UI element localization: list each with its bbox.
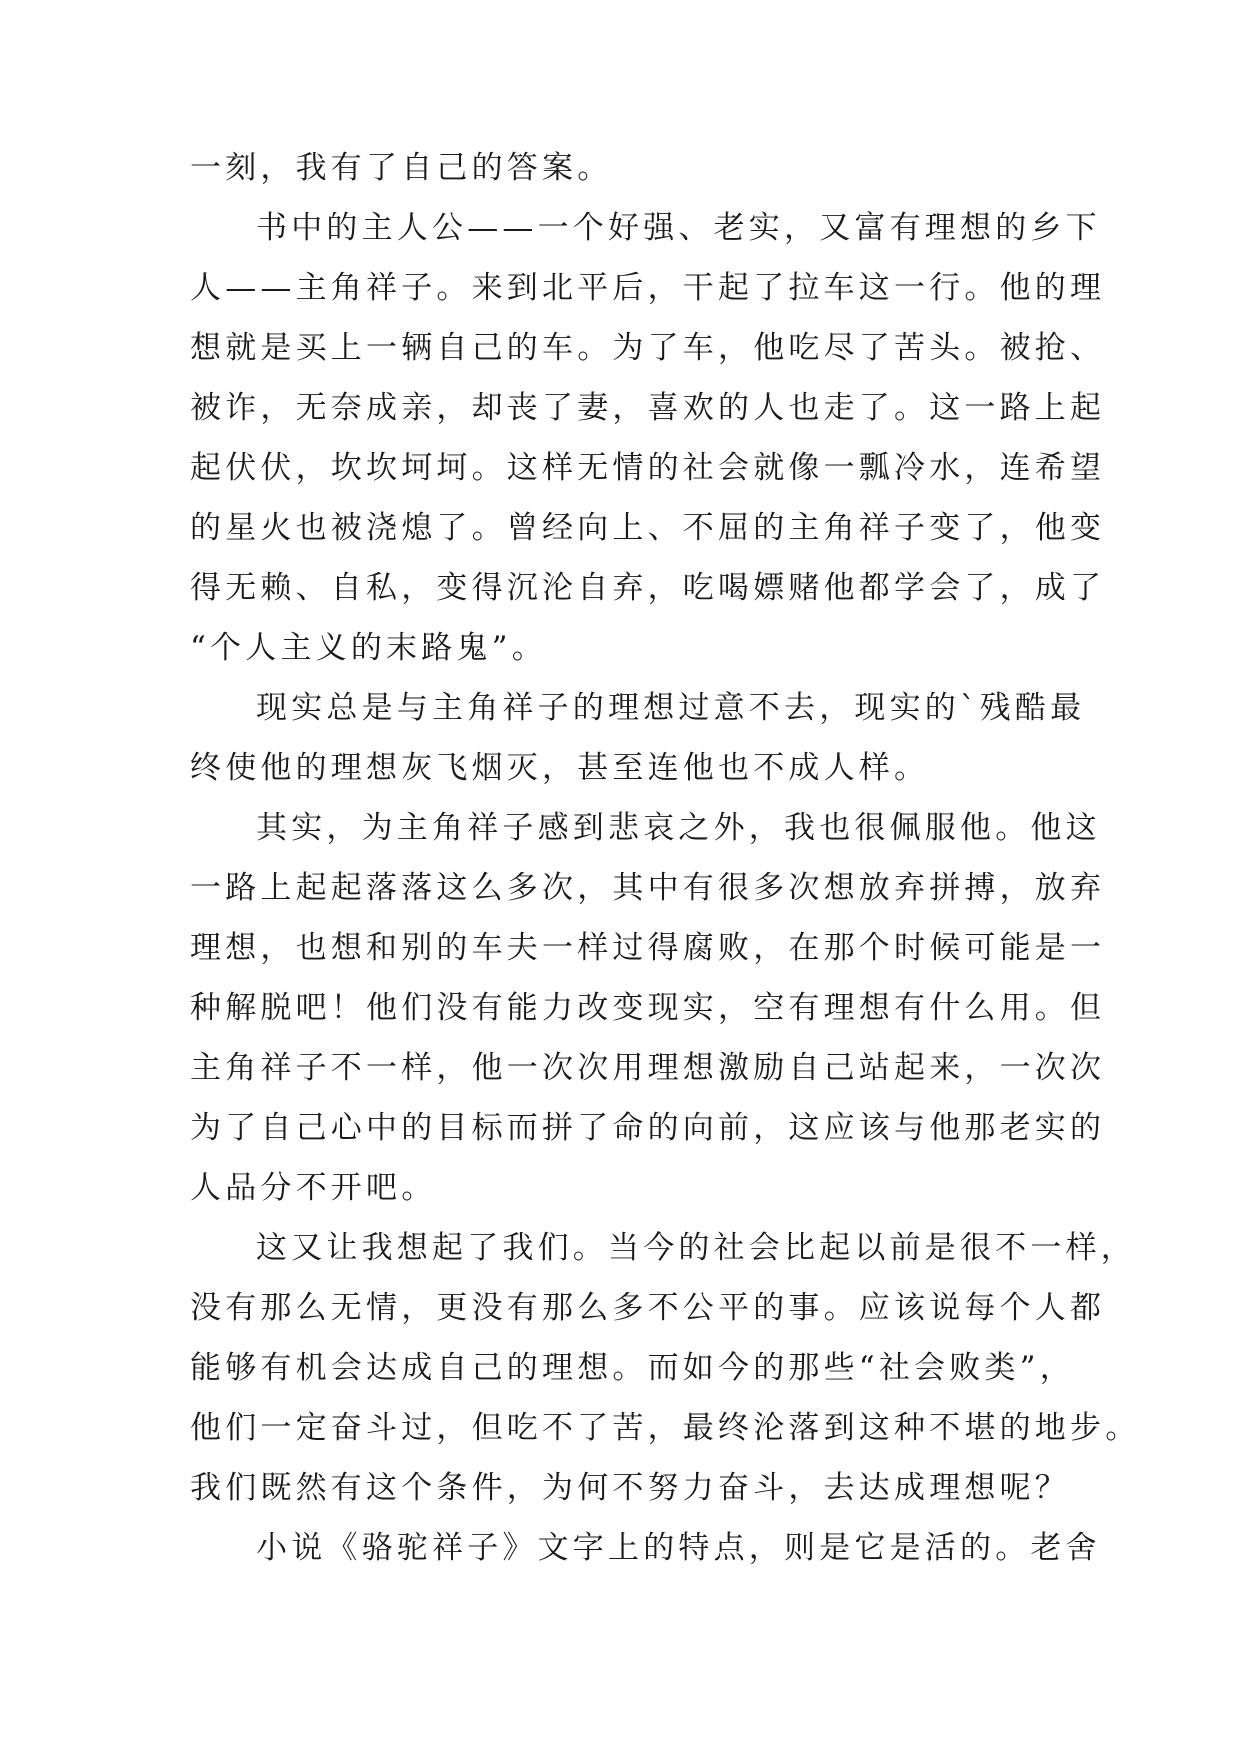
paragraph-first-line: 书中的主人公——一个好强、老实，又富有理想的乡下 bbox=[256, 210, 1101, 246]
text-line: 起伏伏，坎坎坷坷。这样无情的社会就像一瓢冷水，连希望 bbox=[190, 450, 1106, 486]
text-line: 他们一定奋斗过，但吃不了苦，最终沦落到这种不堪的地步。 bbox=[190, 1410, 1141, 1446]
paragraph-first-line: 这又让我想起了我们。当今的社会比起以前是很不一样， bbox=[256, 1230, 1136, 1266]
text-line: 为了自己心中的目标而拼了命的向前，这应该与他那老实的 bbox=[190, 1110, 1106, 1146]
paragraph-first-line: 小说《骆驼祥子》文字上的特点，则是它是活的。老舍 bbox=[256, 1530, 1101, 1566]
text-line: 我们既然有这个条件，为何不努力奋斗，去达成理想呢？ bbox=[190, 1470, 1070, 1506]
paragraph-first-line: 现实总是与主角祥子的理想过意不去，现实的`残酷最 bbox=[256, 690, 1086, 726]
text-line: 终使他的理想灰飞烟灭，甚至连他也不成人样。 bbox=[190, 750, 930, 786]
text-line: 一路上起起落落这么多次，其中有很多次想放弃拼搏，放弃 bbox=[190, 870, 1106, 906]
text-line: 人品分不开吧。 bbox=[190, 1170, 437, 1206]
text-line: 种解脱吧！他们没有能力改变现实，空有理想有什么用。但 bbox=[190, 990, 1106, 1026]
paragraph-first-line: 其实，为主角祥子感到悲哀之外，我也很佩服他。他这 bbox=[256, 810, 1101, 846]
text-line: “个人主义的末路鬼”。 bbox=[190, 630, 547, 666]
text-line: 一刻，我有了自己的答案。 bbox=[190, 150, 613, 186]
text-line: 得无赖、自私，变得沉沦自弃，吃喝嫖赌他都学会了，成了 bbox=[190, 570, 1106, 606]
text-line: 主角祥子不一样，他一次次用理想激励自己站起来，一次次 bbox=[190, 1050, 1106, 1086]
text-line: 没有那么无情，更没有那么多不公平的事。应该说每个人都 bbox=[190, 1290, 1106, 1326]
text-line: 想就是买上一辆自己的车。为了车，他吃尽了苦头。被抢、 bbox=[190, 330, 1106, 366]
text-line: 能够有机会达成自己的理想。而如今的那些“社会败类”， bbox=[190, 1350, 1075, 1386]
text-line: 人——主角祥子。来到北平后，干起了拉车这一行。他的理 bbox=[190, 270, 1106, 306]
text-line: 理想，也想和别的车夫一样过得腐败，在那个时候可能是一 bbox=[190, 930, 1106, 966]
text-line: 的星火也被浇熄了。曾经向上、不屈的主角祥子变了，他变 bbox=[190, 510, 1106, 546]
text-line: 被诈，无奈成亲，却丧了妻，喜欢的人也走了。这一路上起 bbox=[190, 390, 1106, 426]
